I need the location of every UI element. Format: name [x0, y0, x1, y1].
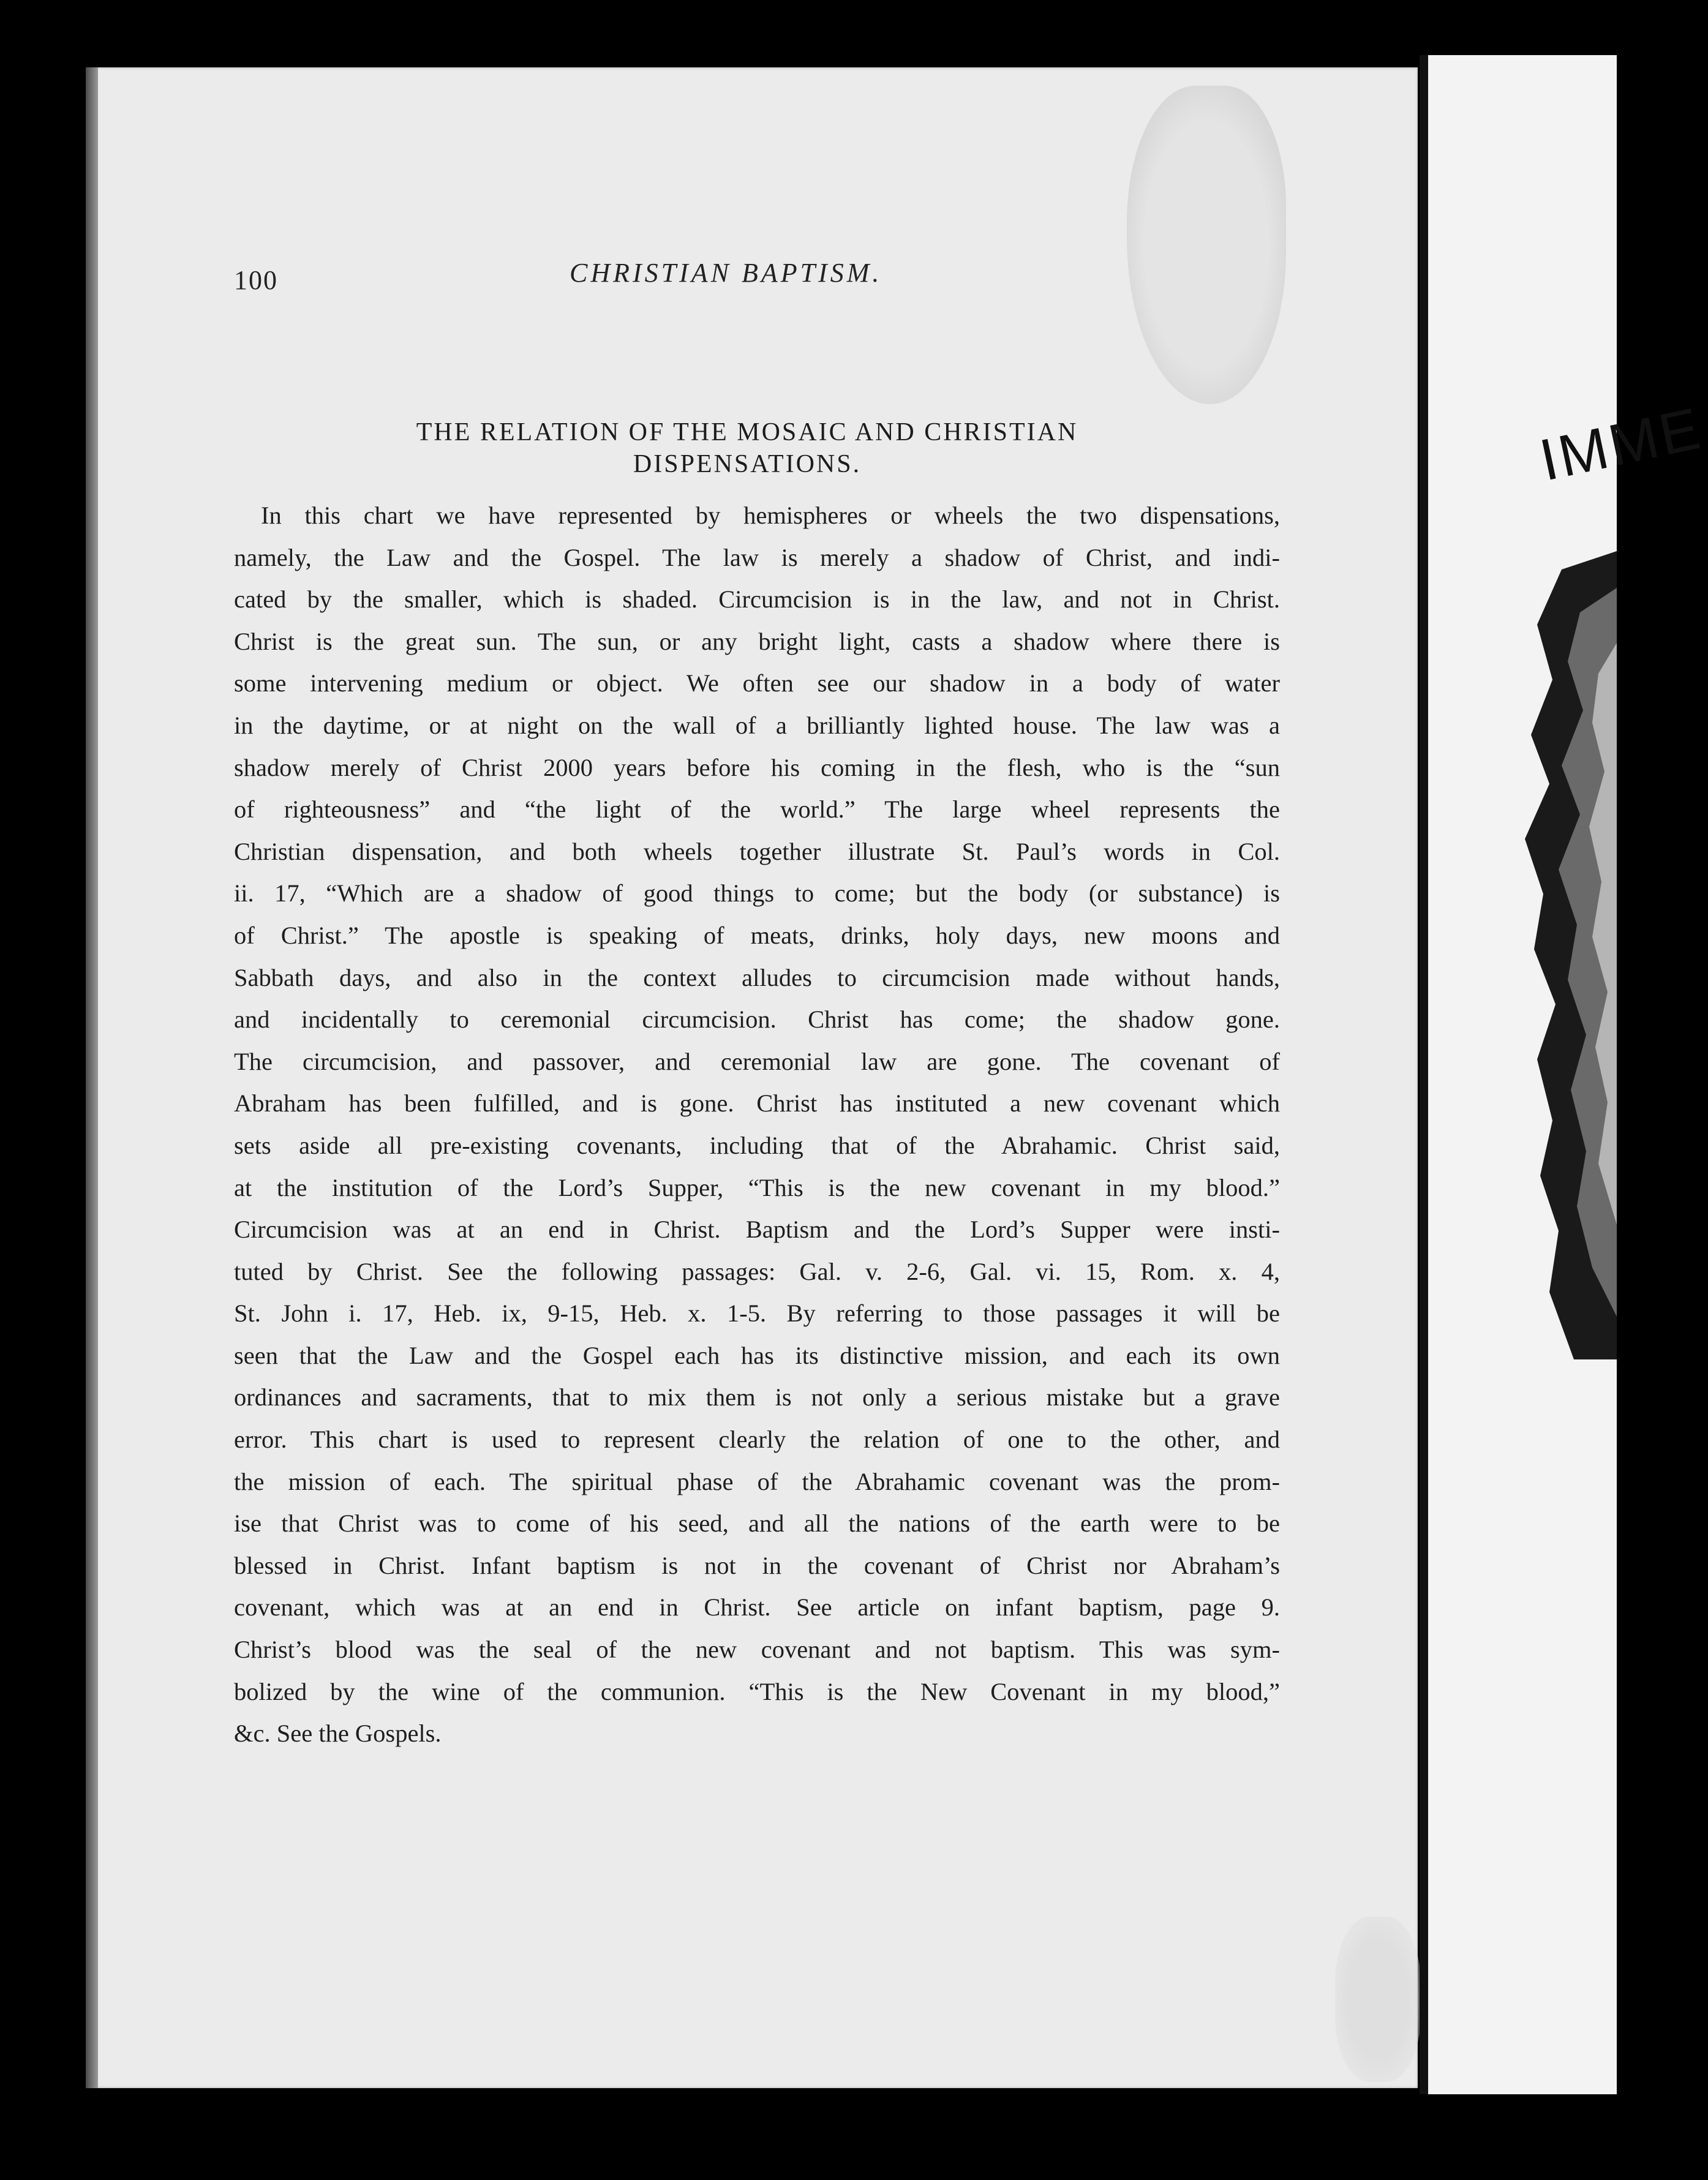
- body-line: the mission of each. The spiritual phase of the Abrahamic covenant was the prom-: [234, 1467, 1280, 1495]
- body-line: Christ’s blood was the seal of the new covenant and not baptism. This was sym-: [234, 1636, 1280, 1664]
- body-line: namely, the Law and the Gospel. The law is merely a shadow of Christ, and indi-: [234, 543, 1280, 571]
- body-line: ordinances and sacraments, that to mix them is not only a serious mistake but a grave: [234, 1383, 1280, 1411]
- adjacent-page-heading: IMME: [1534, 395, 1708, 494]
- body-line: ise that Christ was to come of his seed, and all the nations of the earth were to be: [234, 1509, 1280, 1538]
- body-line: and incidentally to ceremonial circumcision. Christ has come; the shadow gone.: [234, 1005, 1280, 1034]
- article-title-line-2: DISPENSATIONS.: [633, 450, 862, 478]
- body-line: covenant, which was at an end in Christ. See article on infant baptism, page 9.: [234, 1593, 1280, 1622]
- body-line: In this chart we have represented by hemispheres or wheels the two dispensations,: [261, 502, 1280, 529]
- body-line: Christian dispensation, and both wheels together illustrate St. Paul’s words in Col.: [234, 837, 1280, 865]
- body-line: at the institution of the Lord’s Supper, “This is the new covenant in my blood.”: [234, 1173, 1280, 1201]
- body-line: shadow merely of Christ 2000 years before his coming in the flesh, who is the “sun: [234, 753, 1280, 781]
- body-line: Christ is the great sun. The sun, or any bright light, casts a shadow where there is: [234, 627, 1280, 655]
- body-line: of Christ.” The apostle is speaking of meats, drinks, holy days, new moons and: [234, 921, 1280, 949]
- body-line: Abraham has been fulfilled, and is gone. Christ has instituted a new covenant which: [234, 1089, 1280, 1118]
- water-stain-lower: [1335, 1917, 1421, 2082]
- body-line: Circumcision was at an end in Christ. Baptism and the Lord’s Supper were insti-: [234, 1216, 1280, 1244]
- body-line: ii. 17, “Which are a shadow of good things to come; but the body (or substance) is: [234, 879, 1280, 908]
- body-line: Sabbath days, and also in the context alludes to circumcision made without hands,: [234, 963, 1280, 991]
- body-line: The circumcision, and passover, and ceremonial law are gone. The covenant of: [234, 1047, 1280, 1075]
- body-line: sets aside all pre-existing covenants, including that of the Abrahamic. Christ said,: [234, 1131, 1280, 1159]
- article-title-line-1: THE RELATION OF THE MOSAIC AND CHRISTIAN: [416, 418, 1078, 446]
- body-line: error. This chart is used to represent clearly the relation of one to the other, and: [234, 1426, 1280, 1454]
- body-line: in the daytime, or at night on the wall of a brilliantly lighted house. The law was a: [234, 711, 1280, 739]
- adjacent-page-illustration: [1525, 551, 1617, 1359]
- page-binding-shadow: [86, 67, 98, 2088]
- body-line: St. John i. 17, Heb. ix, 9-15, Heb. x. 1-5. By referring to those passages it will be: [234, 1299, 1280, 1328]
- body-line: bolized by the wine of the communion. “This is the New Covenant in my blood,”: [234, 1677, 1280, 1705]
- body-line: blessed in Christ. Infant baptism is not in the covenant of Christ nor Abraham’s: [234, 1551, 1280, 1579]
- body-line: cated by the smaller, which is shaded. Circumcision is in the law, and not in Christ.: [234, 585, 1280, 614]
- article-title: [233, 416, 1262, 480]
- page-number: 100: [234, 265, 278, 295]
- body-line: some intervening medium or object. We often see our shadow in a body of water: [234, 669, 1280, 697]
- page-gutter: [1420, 55, 1428, 2094]
- body-line: seen that the Law and the Gospel each has its distinctive mission, and each its own: [234, 1341, 1280, 1369]
- running-head: CHRISTIAN BAPTISM.: [570, 258, 882, 288]
- body-line: of righteousness” and “the light of the world.” The large wheel represents the: [234, 795, 1280, 824]
- body-line: tuted by Christ. See the following passages: Gal. v. 2-6, Gal. vi. 15, Rom. x. 4,: [234, 1257, 1280, 1285]
- body-line: &c. See the Gospels.: [234, 1720, 442, 1748]
- article-body: [234, 495, 1280, 1755]
